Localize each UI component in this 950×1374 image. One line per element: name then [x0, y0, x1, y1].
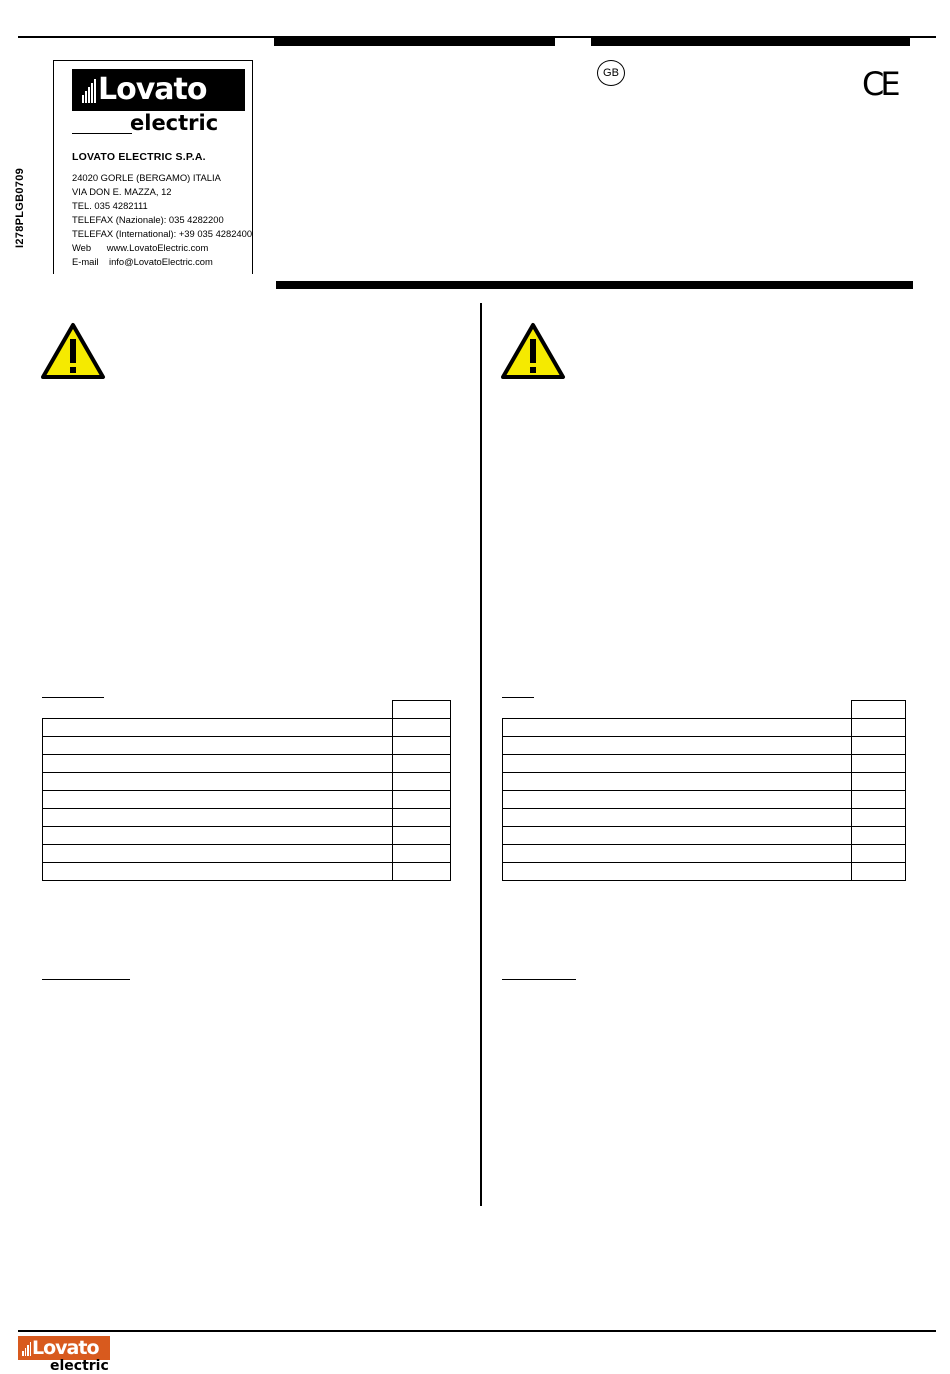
table-row	[503, 863, 906, 881]
table-row	[43, 719, 451, 737]
table-row	[503, 755, 906, 773]
table-row	[503, 773, 906, 791]
section-heading-underline	[502, 979, 576, 980]
table-row	[43, 827, 451, 845]
table-row	[43, 845, 451, 863]
company-info-box	[53, 60, 253, 274]
document-code: I278PLGB0709	[14, 167, 26, 248]
footer-rule	[18, 1330, 936, 1332]
web-line: Web www.LovatoElectric.com	[72, 242, 209, 253]
header-bar-right	[591, 38, 910, 46]
address-line: 24020 GORLE (BERGAMO) ITALIA	[72, 172, 221, 183]
language-badge-gb: GB	[597, 60, 625, 86]
address-line: VIA DON E. MAZZA, 12	[72, 186, 172, 197]
right-table	[502, 700, 906, 881]
lovato-logo	[72, 69, 245, 111]
table-row	[503, 791, 906, 809]
column-divider	[480, 303, 482, 1206]
table-header-row	[43, 701, 451, 719]
section-heading-underline	[502, 697, 534, 698]
footer-logo-electric: electric	[50, 1358, 109, 1374]
table-row	[43, 863, 451, 881]
ce-mark: CE	[862, 65, 897, 103]
table-row	[503, 809, 906, 827]
table-row	[43, 773, 451, 791]
table-row	[43, 809, 451, 827]
footer-lovato-logo	[18, 1336, 110, 1360]
section-heading-underline	[42, 697, 104, 698]
phone-line: TEL. 035 4282111	[72, 200, 148, 211]
logo-bars-icon	[82, 77, 96, 103]
table-row	[43, 737, 451, 755]
fax-national-line: TELEFAX (Nazionale): 035 4282200	[72, 214, 224, 225]
warning-triangle-icon	[40, 322, 106, 380]
electric-underline	[72, 133, 132, 134]
table-header-row	[503, 701, 906, 719]
table-row	[503, 827, 906, 845]
company-name: LOVATO ELECTRIC S.P.A.	[72, 151, 206, 163]
footer-logo-wordmark: Lovato	[32, 1336, 99, 1359]
section-heading-underline	[42, 979, 130, 980]
header-bar-left	[274, 38, 555, 46]
table-row	[43, 791, 451, 809]
email-line: E-mail info@LovatoElectric.com	[72, 256, 213, 267]
left-table	[42, 700, 451, 881]
header-bar-bottom	[276, 281, 913, 289]
table-row	[503, 845, 906, 863]
table-row	[43, 755, 451, 773]
table-row	[503, 737, 906, 755]
warning-triangle-icon	[500, 322, 566, 380]
logo-wordmark: Lovato	[98, 72, 207, 107]
logo-bars-icon	[22, 1340, 31, 1356]
fax-international-line: TELEFAX (International): +39 035 4282400	[72, 228, 253, 239]
table-row	[503, 719, 906, 737]
logo-electric: electric	[130, 111, 219, 135]
registered-mark: ®	[74, 70, 79, 76]
